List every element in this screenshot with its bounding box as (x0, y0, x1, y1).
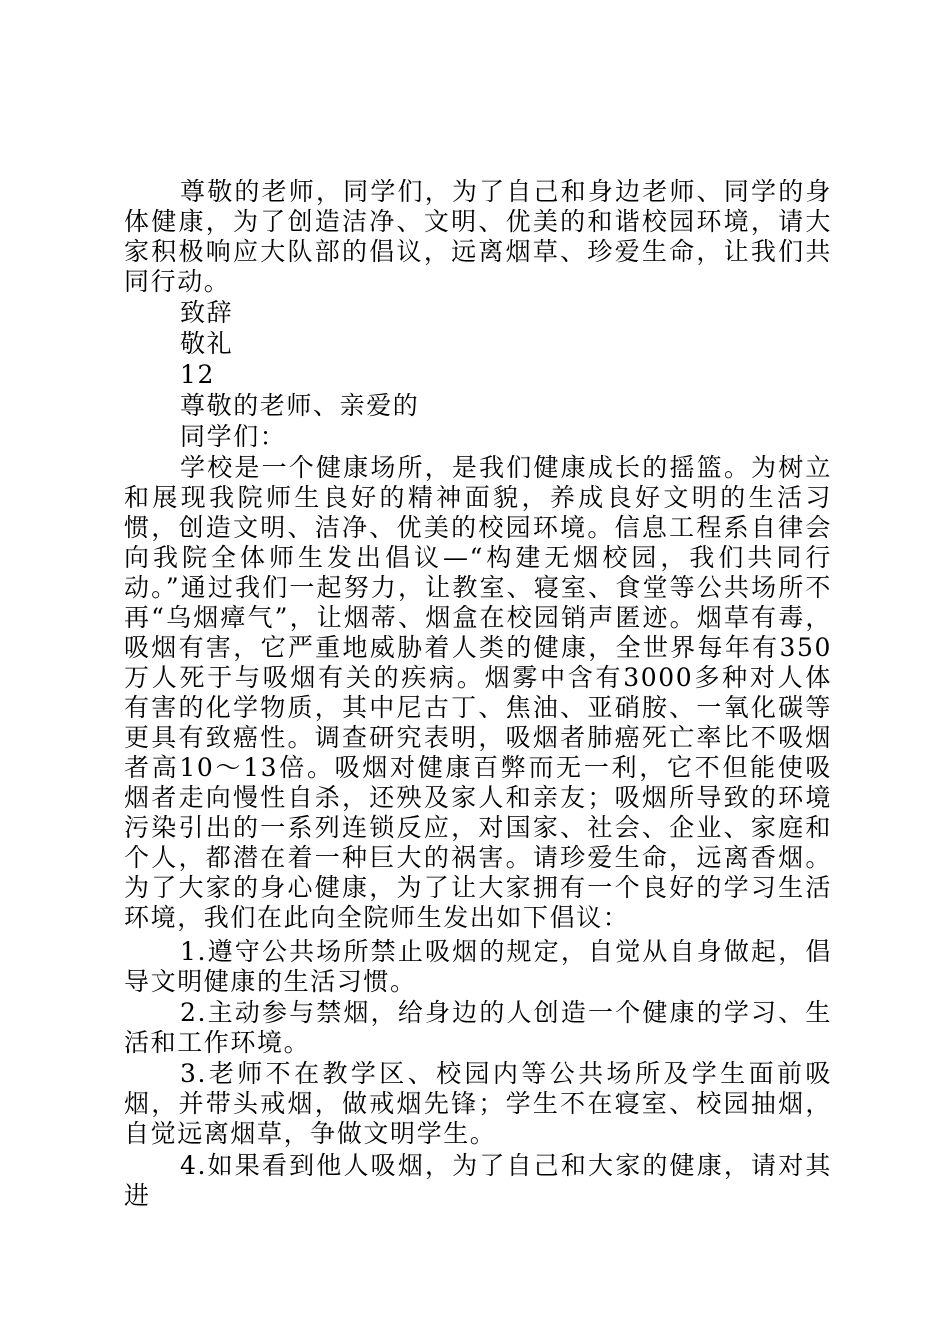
greeting-line-1: 尊敬的老师、亲爱的 (180, 391, 420, 420)
intro-paragraph: 尊敬的老师，同学们，为了自己和身边老师、同学的身体健康，为了创造洁净、文明、优美的和谐校园环境，请大家积极响应大队部的倡议，远离烟草、珍爱生命，让我们共同行动。 (124, 177, 832, 296)
document-number: 12 (180, 360, 216, 389)
greeting-line-2: 同学们： (180, 422, 287, 451)
proposal-item-1: 1.遵守公共场所禁止吸烟的规定，自觉从自身做起，倡导文明健康的生活习惯。 (124, 937, 832, 996)
proposal-item-3: 3.老师不在教学区、校园内等公共场所及学生面前吸烟，并带头戒烟，做戒烟先锋；学生不在寝室、校园抽烟，自觉远离烟草，争做文明学生。 (124, 1059, 832, 1148)
closing-line-jingli: 敬礼 (180, 329, 234, 358)
closing-line-zhici: 致辞 (180, 298, 234, 327)
proposal-item-2: 2.主动参与禁烟，给身边的人创造一个健康的学习、生活和工作环境。 (124, 998, 832, 1057)
main-paragraph: 学校是一个健康场所，是我们健康成长的摇篮。为树立和展现我院师生良好的精神面貌，养成良好文明的生活习惯，创造文明、洁净、优美的校园环境。信息工程系自律会向我院全体师生发出倡议—“构建无烟校园，我们共同行动。”通过我们一起努力，让教室、寝室、食堂等公共场所不再“乌烟瘴气”，让烟蒂、烟盒在校园销声匿迹。烟草有毒，吸烟有害，它严重地威胁着人类的健康，全世界每年有350万人死于与吸烟有关的疾病。烟雾中含有3000多种对人体有害的化学物质，其中尼古丁、焦油、亚硝胺、一氧化碳等更具有致癌性。调查研究表明，吸烟者肺癌死亡率比不吸烟者高10～13倍。吸烟对健康百弊而无一利，它不但能使吸烟者走向慢性自杀，还殃及家人和亲友；吸烟所导致的环境污染引出的一系列连锁反应，对国家、社会、企业、家庭和个人，都潜在着一种巨大的祸害。请珍爱生命，远离香烟。为了大家的身心健康，为了让大家拥有一个良好的学习生活环境，我们在此向全院师生发出如下倡议： (124, 453, 832, 932)
proposal-item-4: 4.如果看到他人吸烟，为了自己和大家的健康，请对其进 (124, 1151, 832, 1210)
